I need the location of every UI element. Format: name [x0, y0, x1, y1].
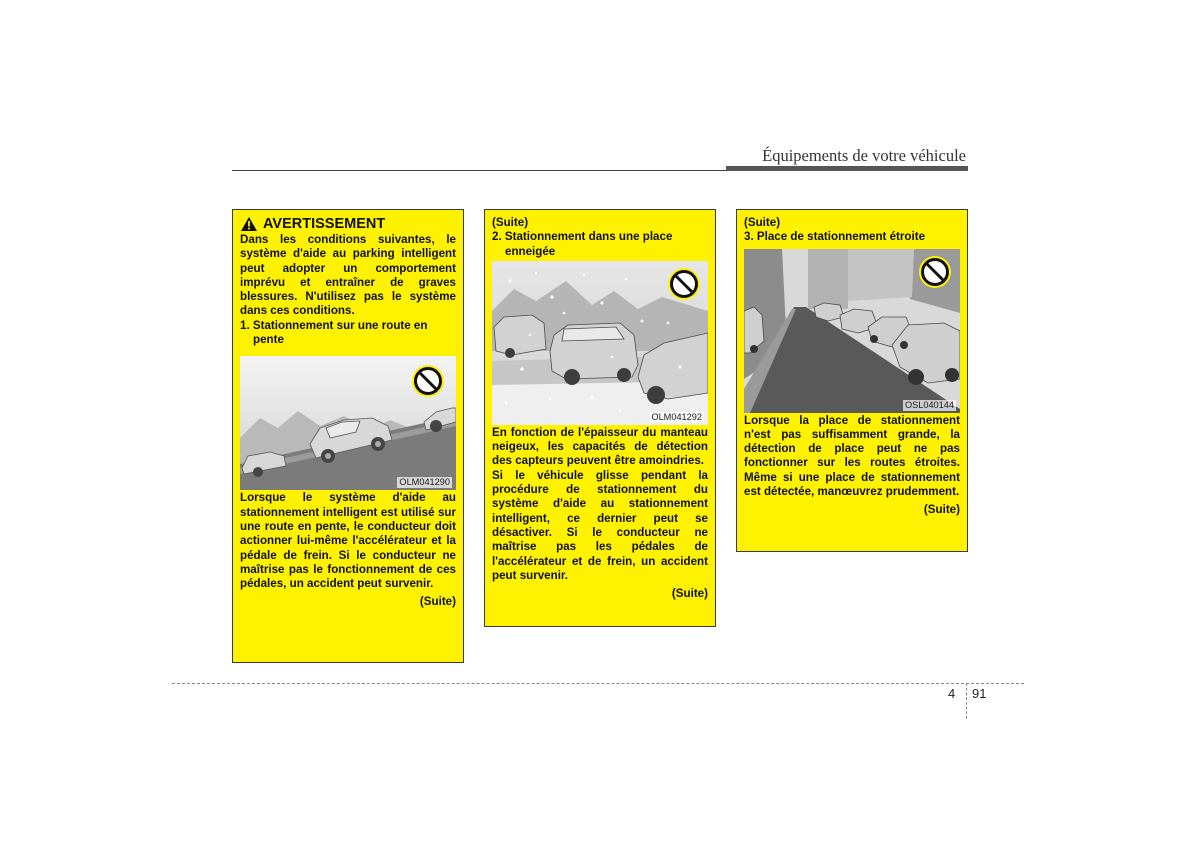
- page-number-divider: [966, 683, 967, 719]
- figure-code: OLM041290: [399, 477, 450, 488]
- continued-label: (Suite): [419, 595, 456, 609]
- snow-illustration: [492, 261, 708, 425]
- continued-label: (Suite): [923, 503, 960, 517]
- warning-triangle-icon: [240, 216, 258, 232]
- warning-heading: [240, 216, 456, 232]
- condition-item-slope: 1. Stationnement sur une route en pente: [240, 318, 428, 347]
- header-rule: [232, 170, 726, 171]
- snow-body-text-2: Si le véhicule glisse pendant la procédure de stationnement du système d'aide au stationnement intelligent, ce dernier peut se désactiver. Si le conducteur ne maîtrise pas les pédales de l'accélérateur et de frein, un accident peut survenir.: [492, 468, 708, 582]
- page-section-title: Équipements de votre véhicule: [762, 146, 966, 165]
- prohibited-icon: [667, 267, 701, 301]
- slope-illustration: [240, 356, 456, 490]
- warning-title: AVERTISSEMENT: [263, 216, 386, 232]
- narrow-space-illustration: [744, 249, 960, 413]
- header-rule-accent: [726, 166, 968, 171]
- chapter-number: 4: [948, 686, 956, 701]
- warning-box-narrow: [736, 209, 968, 552]
- figure-code: OLM041292: [651, 411, 702, 422]
- prohibited-icon: [411, 364, 445, 398]
- footer-rule: [172, 683, 1024, 684]
- page-number: 91: [972, 686, 987, 701]
- warning-intro: Dans les conditions suivantes, le système d'aide au parking intelligent peut adopter un comportement imprévu et entraîner de graves blessures. N'utilisez pas le système dans ces conditions.: [240, 233, 456, 318]
- continued-from-label: (Suite): [744, 216, 781, 229]
- slope-body-text: Lorsque le système d'aide au stationnement intelligent est utilisé sur une route en pente, le conducteur doit actionner lui-même l'accélérateur et la pédale de frein. Si le conducteur ne maîtrise pas le fonctionnement de ces pédales, un accident peut survenir.: [240, 491, 456, 591]
- warning-box-snow: [484, 209, 716, 627]
- continued-label: (Suite): [671, 587, 708, 601]
- warning-box-slope: [232, 209, 464, 663]
- condition-item-snow: 2. Stationnement dans une place enneigée: [492, 230, 673, 258]
- condition-item-narrow: 3. Place de stationnement étroite: [744, 230, 926, 244]
- continued-from-label: (Suite): [492, 216, 529, 229]
- figure-code: OSL040144: [904, 399, 954, 410]
- narrow-body-text: Lorsque la place de stationnement n'est pas suffisamment grande, la détection de place peut ne pas fonctionner sur les routes étroites. Même si une place de stationnement est détectée, manœuvrez prudemment.: [744, 413, 960, 499]
- prohibited-icon: [918, 255, 952, 289]
- snow-body-text-1: En fonction de l'épaisseur du manteau neigeux, les capacités de détection des capteurs peuvent être amoindries.: [492, 425, 708, 468]
